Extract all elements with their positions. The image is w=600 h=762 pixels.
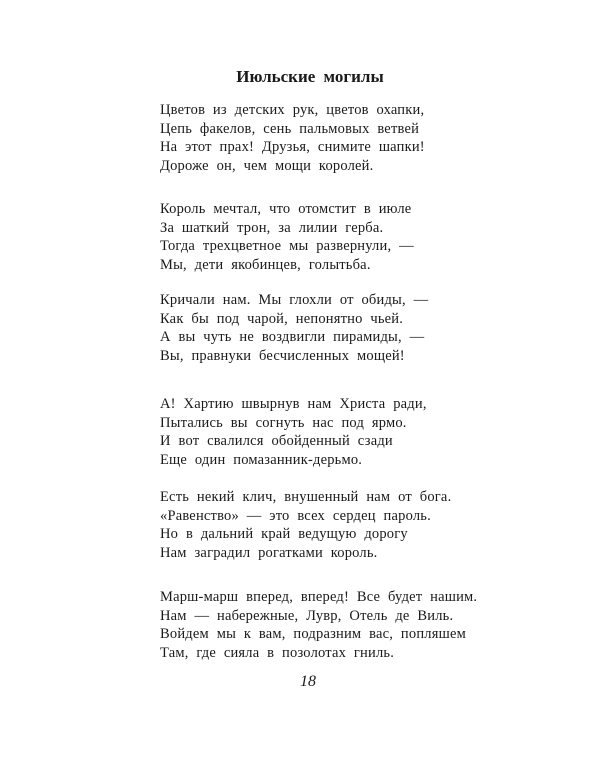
stanza-5	[160, 488, 451, 562]
poem-line: Дороже он, чем мощи королей.	[160, 157, 374, 174]
poem-line: Там, где сияла в позолотах гниль.	[160, 644, 395, 661]
poem-line: Кричали нам. Мы глохли от обиды, —	[160, 292, 429, 308]
page-number: 18	[300, 673, 316, 690]
poem-line: На этот прах! Друзья, снимите шапки!	[160, 139, 425, 155]
poem-line: Тогда трехцветное мы развернули, —	[160, 238, 414, 254]
poem-line: Но в дальний край ведущую дорогу	[160, 526, 408, 542]
stanza-4	[160, 395, 427, 469]
poem-line: Еще один помазанник-дерьмо.	[160, 451, 363, 468]
poem-line: Марш-марш вперед, вперед! Все будет нашим.	[160, 589, 478, 605]
poem-line: Король мечтал, что отомстит в июле	[160, 201, 412, 217]
poem-line: Вы, правнуки бесчисленных мощей!	[160, 347, 405, 364]
poem-line: Войдем мы к вам, подразним вас, попляшем	[160, 626, 466, 642]
poem-line: Цветов из детских рук, цветов охапки,	[160, 102, 425, 118]
poem-line: Нам — набережные, Лувр, Отель де Виль.	[160, 607, 454, 624]
poem-line: За шаткий трон, за лилии герба.	[160, 219, 384, 236]
stanza-2	[160, 200, 414, 274]
poem-line: Как бы под чарой, непонятно чьей.	[160, 310, 404, 327]
poem-line: «Равенство» — это всех сердец пароль.	[160, 507, 431, 524]
poem-title: Июльские могилы	[236, 67, 384, 86]
poem-line: Цепь факелов, сень пальмовых ветвей	[160, 120, 420, 137]
poem-line: Нам заградил рогатками король.	[160, 544, 378, 561]
poem-line: А! Хартию швырнув нам Христа ради,	[160, 396, 427, 412]
stanza-1	[160, 101, 425, 175]
poem-line: Мы, дети якобинцев, голытьба.	[160, 256, 371, 273]
poem-line: Пытались вы согнуть нас под ярмо.	[160, 414, 407, 431]
poem-line: А вы чуть не воздвигли пирамиды, —	[160, 329, 425, 345]
poem-line: Есть некий клич, внушенный нам от бога.	[160, 489, 452, 505]
stanza-3	[160, 291, 428, 365]
poem-line: И вот свалился обойденный сзади	[160, 433, 393, 449]
stanza-6	[160, 588, 477, 662]
